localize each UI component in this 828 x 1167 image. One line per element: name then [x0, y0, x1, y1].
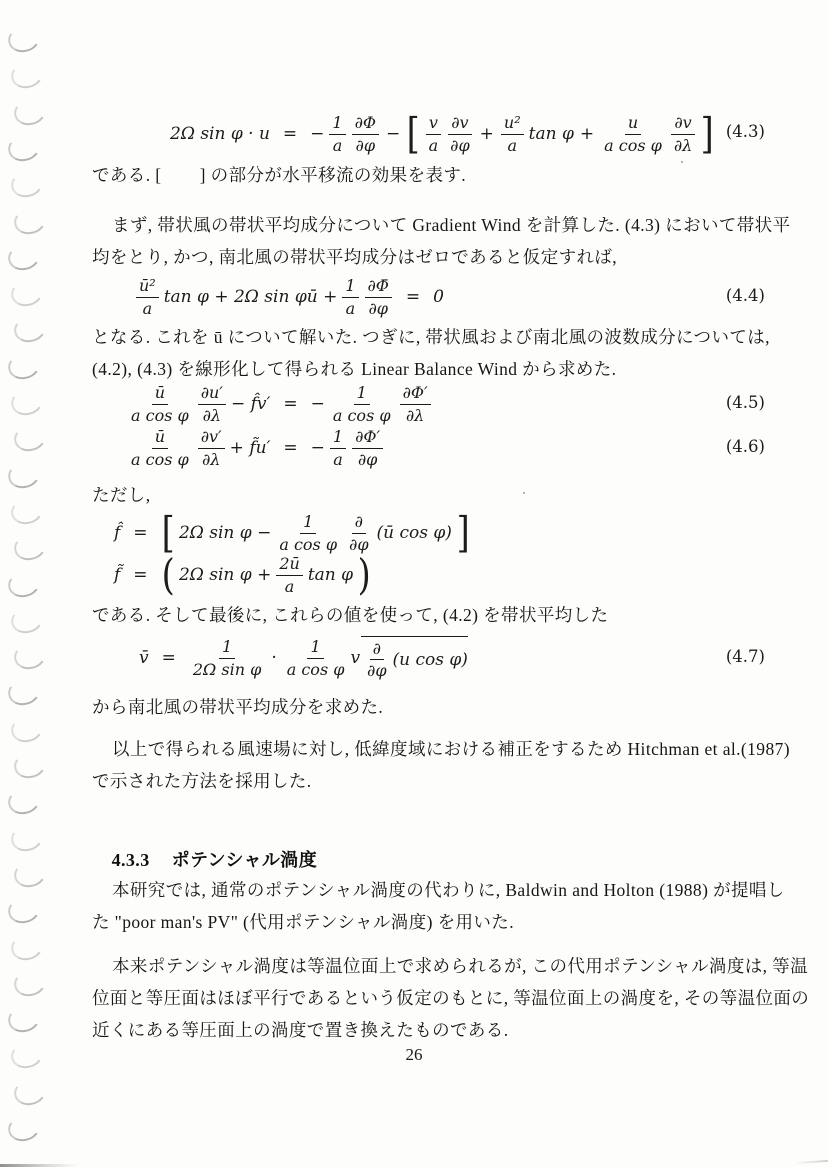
eq47-frac-d-dphi: $\frac{\partial}{\partial\varphi}$ — [367, 638, 387, 680]
binding-hole — [5, 240, 42, 273]
binding-hole — [11, 857, 48, 890]
eq47-v: v — [350, 648, 361, 668]
binding-hole — [11, 95, 48, 128]
paragraph-1-line-2: 均をとり, かつ, 南北風の帯状平均成分はゼロであると仮定すれば, — [92, 247, 618, 267]
ftilde-left-paren: ( — [161, 550, 175, 599]
eq45-frac-dPhip-dlambda: $\frac{\partial\Phi'}{\partial\lambda}$ — [400, 383, 431, 424]
binding-hole — [8, 168, 45, 201]
equation-4-7 — [137, 631, 468, 685]
eq47-cdot: · — [271, 648, 277, 668]
eq43-right-bracket: ] — [700, 109, 715, 158]
ftilde-lhs: f̃ — [114, 565, 121, 585]
eq43-frac-dv-dphi: $\frac{\partial v}{\partial\varphi}$ — [450, 113, 470, 155]
binding-hole — [11, 640, 48, 673]
eq43-number: (4.3) — [725, 122, 765, 141]
eq44-equals: = — [405, 287, 421, 307]
eq47-number: (4.7) — [725, 647, 765, 666]
eq43-plus1: + — [479, 124, 494, 144]
paragraph-7-line-2: 位面と等圧面はほぼ平行であるという仮定のもとに, 等温位面上の渦度を, その等温位面の — [92, 988, 810, 1008]
binding-hole — [5, 894, 42, 927]
section-title: ポテンシャル渦度 — [171, 850, 318, 870]
binding-hole — [5, 1003, 42, 1036]
eq45-minus: − — [310, 394, 325, 414]
text-tadashi: ただし, — [92, 485, 151, 505]
paragraph-3: である. そして最後に, これらの値を使って, (4.2) を帯状平均した — [92, 605, 609, 625]
fhat-term2: (ū cos φ) — [376, 523, 452, 543]
eq43-equals: = — [282, 124, 298, 144]
binding-hole — [5, 676, 42, 709]
eq43-frac-u-acosphi: $\frac{u}{\text{a cos φ}}$ — [604, 113, 662, 155]
scan-speck — [523, 492, 525, 494]
eq43-lhs: 2Ω sin φ · u — [170, 124, 270, 144]
eq45-frac-ubar-acosphi: $\frac{ū}{\text{a cos φ}}$ — [131, 383, 189, 425]
binding-hole — [11, 531, 48, 564]
eq44-frac-1-a: $\frac{1}{a}$ — [342, 276, 358, 317]
binding-hole — [5, 458, 42, 491]
binding-hole — [5, 1112, 42, 1145]
eq43-left-bracket: [ — [406, 109, 420, 158]
binding-hole — [11, 422, 48, 455]
paragraph-6-line-2: た "poor man's PV" (代用ポテンシャル渦度) を用いた. — [92, 912, 514, 932]
eq47-lhs: v̄ — [139, 648, 149, 668]
eq45-number: (4.5) — [725, 393, 765, 412]
fhat-lhs: f̂ — [114, 523, 121, 543]
paragraph-5-line-1: 以上で得られる風速場に対し, 低緯度域における補正をするため Hitchman et al.(1987) — [112, 739, 790, 759]
ftilde-frac-2ubar-a: $\frac{2ū}{a}$ — [276, 554, 302, 595]
binding-hole — [5, 349, 42, 382]
paragraph-6-line-1: 本研究では, 通常のポテンシャル渦度の代わりに, Baldwin and Holton (1988) が提唱し — [112, 880, 785, 900]
eq43-minus2: − — [385, 124, 401, 144]
eq45-fhat-term: − f̂v′ — [230, 394, 271, 414]
eq44-zero: 0 — [433, 287, 444, 307]
fhat-frac-d-dphi: $\frac{\partial}{\partial\varphi}$ — [349, 512, 369, 554]
fhat-right-bracket: ] — [456, 508, 470, 557]
eq46-frac-1-a: $\frac{1}{a}$ — [330, 427, 346, 468]
binding-hole — [8, 277, 45, 310]
eq44-middle-terms: tan φ + 2Ω sin φū + — [163, 287, 338, 307]
binding-hole — [5, 23, 42, 56]
paragraph-2-line-2: (4.2), (4.3) を線形化して得られる Linear Balance Wind から求めた. — [92, 359, 617, 379]
eq43-plus2: + — [579, 124, 595, 144]
binding-hole — [8, 712, 45, 745]
binding-hole — [5, 131, 42, 164]
eq46-number: (4.6) — [725, 437, 765, 456]
eq45-frac-1-acosphi: $\frac{1}{\text{a cos φ}}$ — [332, 383, 391, 425]
binding-hole — [8, 603, 45, 636]
eq46-frac-ubar-acosphi: $\frac{ū}{\text{a cos φ}}$ — [131, 427, 189, 469]
binding-hole — [11, 966, 48, 999]
binding-hole — [8, 930, 45, 963]
paragraph-5-line-2: で示された方法を採用した. — [92, 771, 312, 791]
paragraph-7-line-3: 近くにある等圧面上の渦度で置き換えたものである. — [92, 1020, 509, 1040]
eq47-equals: = — [161, 648, 176, 668]
scan-edge-shadow-bottom-right — [794, 1160, 828, 1164]
paragraph-2-line-1: となる. これを ū について解いた. つぎに, 帯状風および南北風の波数成分については, — [92, 327, 770, 347]
binding-hole — [5, 785, 42, 818]
equation-4-3 — [168, 107, 717, 161]
eq43-frac-v-a: $\frac{v}{a}$ — [426, 113, 442, 154]
eq47-frac-1-2Omegasinphi: $\frac{1}{\text{2Ω sin φ}}$ — [192, 637, 262, 679]
binding-hole — [11, 749, 48, 782]
fhat-frac-1-acosphi: $\frac{1}{\text{a cos φ}}$ — [279, 512, 338, 554]
eq43-tanphi: tan φ — [528, 124, 574, 144]
binding-hole — [8, 494, 45, 527]
page-number: 26 — [405, 1045, 423, 1064]
eq47-overline-group — [361, 636, 468, 680]
text-after-eq43: である. [ ] の部分が水平移流の効果を表す. — [92, 165, 467, 185]
eq44-frac-u2bar-a: $\frac{\text{ū²}}{a}$ — [136, 276, 159, 317]
eq45-frac-du-dlambda: $\frac{\partial u'}{\partial\lambda}$ — [198, 383, 226, 424]
section-number: 4.3.3 — [111, 850, 150, 870]
equation-ftilde — [112, 548, 373, 602]
eq46-minus: − — [310, 438, 325, 458]
eq46-frac-dPhip-dphi: $\frac{\partial\Phi'}{\partial\varphi}$ — [352, 427, 383, 468]
fhat-left-bracket: [ — [161, 508, 175, 557]
binding-hole — [8, 386, 45, 419]
equation-4-4 — [133, 270, 446, 324]
paragraph-7-line-1: 本来ポテンシャル渦度は等温位面上で求められるが, この代用ポテンシャル渦度は, 等温 — [112, 956, 808, 976]
eq47-frac-1-acosphi: $\frac{1}{\text{a cos φ}}$ — [286, 637, 345, 679]
ftilde-right-paren: ) — [357, 550, 371, 599]
scan-speck — [681, 161, 683, 163]
eq43-frac-1-a: $\frac{1}{a}$ — [329, 113, 345, 154]
eq43-frac-dPhi-dphi: $\frac{\partial\Phi}{\partial\varphi}$ — [352, 113, 379, 154]
ftilde-equals: = — [133, 565, 148, 585]
eq47-ucosphi: (u cos φ) — [392, 649, 468, 670]
binding-hole — [5, 567, 42, 600]
paragraph-1-line-1: まず, 帯状風の帯状平均成分について Gradient Wind を計算した. (4.3) において帯状平 — [112, 215, 791, 235]
eq44-number: (4.4) — [725, 286, 765, 305]
eq44-frac-dPhibar-dphi: $\frac{\partial\Phī}{\partial\varphi}$ — [365, 276, 392, 317]
fhat-equals: = — [133, 523, 148, 543]
binding-hole — [8, 59, 45, 92]
ftilde-term2: tan φ — [307, 565, 354, 585]
eq45-equals: = — [283, 394, 298, 414]
binding-hole — [11, 204, 48, 237]
equation-4-6 — [125, 421, 386, 475]
eq46-frac-dv-dlambda: $\frac{\partial v'}{\partial\lambda}$ — [198, 427, 225, 468]
eq46-equals: = — [283, 438, 298, 458]
eq43-frac-u2-a: $\frac{\text{u²}}{a}$ — [501, 113, 524, 154]
paragraph-4: から南北風の帯状平均成分を求めた. — [92, 697, 384, 717]
binding-hole — [11, 313, 48, 346]
binding-hole — [11, 1075, 48, 1108]
binding-hole — [8, 821, 45, 854]
eq46-ftilde-term: + f̃u′ — [229, 438, 271, 458]
eq43-minus1: − — [310, 124, 325, 144]
ftilde-term1: 2Ω sin φ + — [178, 565, 272, 585]
fhat-term1: 2Ω sin φ − — [178, 523, 272, 543]
eq43-frac-dv-dlambda: $\frac{\partial v}{\partial\lambda}$ — [671, 113, 695, 154]
